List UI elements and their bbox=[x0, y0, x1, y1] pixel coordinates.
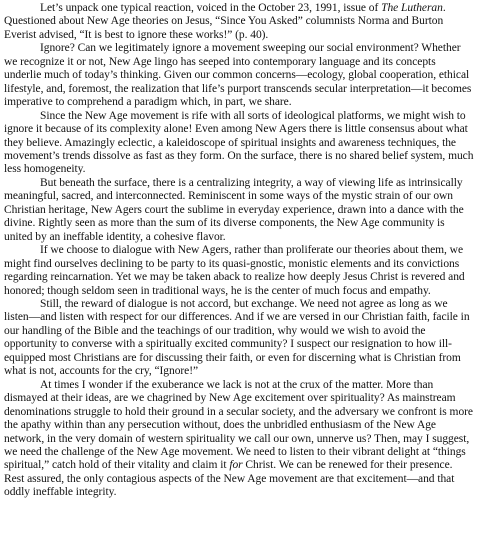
paragraph-1-text-a: Let’s unpack one typical reaction, voiced in the October 23, 1991, issue of bbox=[40, 2, 382, 14]
emphasis-for: for bbox=[229, 459, 243, 472]
paragraph-3 bbox=[4, 110, 474, 177]
paragraph-2 bbox=[4, 42, 474, 109]
paragraph-7 bbox=[4, 379, 474, 500]
publication-title: The Lutheran bbox=[381, 2, 443, 14]
paragraph-1 bbox=[4, 2, 474, 42]
paragraph-3-text: Since the New Age movement is rife with all sorts of ideological platforms, we might wish to ignore it because of its complexity alone! Even among New Agers there is little consensus about what they believe. Amazingly eclectic, a kaleidoscope of spiritual insights and awareness techniques, the movement’s trends dissolve as fast as they form. On the surface, there is no shared belief system, much less homogeneity. bbox=[4, 109, 474, 176]
paragraph-7-text-b: Christ. We can be renewed for their presence. Rest assured, the only contagious aspects of the New Age movement are that excitement—and that oddly ineffable integrity. bbox=[4, 459, 455, 499]
paragraph-2-text: Ignore? Can we legitimately ignore a movement sweeping our social environment? Whether we recognize it or not, New Age lingo has seeped into contemporary language and its concepts underlie much of today’s thinking. Given our common concerns—ecology, global cooperation, ethical lifestyle, and, foremost, the realization that life’s purport transcends secular interpretation—it becomes imperative to comprehend a paradigm which, in part, we share. bbox=[4, 42, 472, 109]
paragraph-6 bbox=[4, 298, 474, 379]
paragraph-6-text: Still, the reward of dialogue is not accord, but exchange. We need not agree as long as we listen—and listen with respect for our differences. And if we are versed in our Christian faith, facile in our handling of the Bible and the teachings of our tradition, why would we wish to avoid the opportunity to converse with a spiritually excited community? I suspect our resignation to how ill-equipped most Christians are for discussing their faith, or even for discerning what is Christian from what is not, accounts for the cry, “Ignore!” bbox=[4, 297, 470, 378]
paragraph-5 bbox=[4, 244, 474, 298]
paragraph-4-text: But beneath the surface, there is a centralizing integrity, a way of viewing life as intrinsically meaningful, sacred, and interconnected. Reminiscent in some ways of the mystic strain of our own Christian heritage, New Agers court the sublime in everyday experience, drawn into a dance with the divine. Rightly seen as more than the sum of its diverse components, the New Age community is united by an ineffable identity, a cohesive flavor. bbox=[4, 176, 464, 243]
paragraph-4 bbox=[4, 177, 474, 244]
paragraph-7-text-a: At times I wonder if the exuberance we lack is not at the crux of the matter. More than dismayed at their ideas, are we chagrined by New Age excitement over spirituality? As mainstream denominations struggle to hold their ground in a secular society, and the adversary we confront is more the apathy within than any persecution without, does the unbridled enthusiasm of the New Age network, in the very domain of western spirituality we call our own, unnerve us? Then, may I suggest, we need the challenge of the New Age movement. We need to listen to their vibrant delight at “things spiritual,” catch hold of their vitality and claim it bbox=[4, 378, 473, 472]
paragraph-5-text: If we choose to dialogue with New Agers, rather than proliferate our theories about them, we might find ourselves declining to be party to its quasi-gnostic, monistic elements and its convictions regarding reincarnation. Yet we may be taken aback to realize how deeply Jesus Christ is revered and honored; though seldom seen in traditional ways, he is the center of much focus and empathy. bbox=[4, 244, 465, 297]
paragraph-1-text-b: . Questioned about New Age theories on Jesus, “Since You Asked” columnists Norma and Burton Everist advised, “It is best to ignore these works!” (p. 40). bbox=[4, 2, 446, 41]
